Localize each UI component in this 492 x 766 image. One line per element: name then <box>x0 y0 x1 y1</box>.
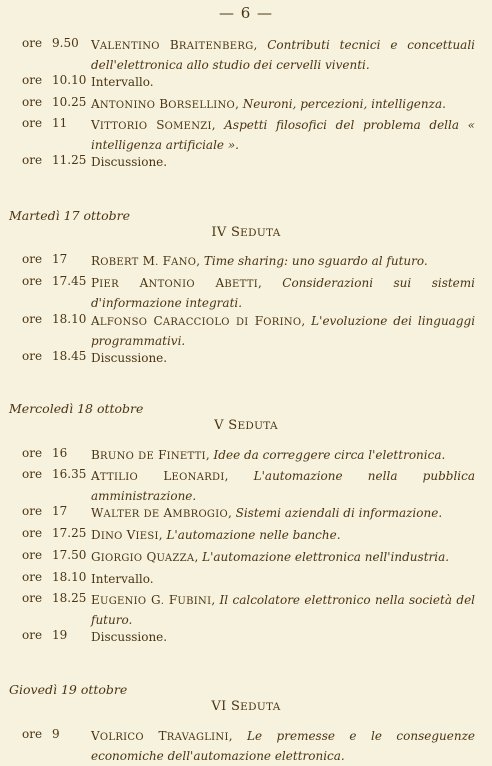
time-value: 10.25 <box>52 95 87 109</box>
talk-title: Neuroni, percezioni, intelligenza. <box>242 97 446 111</box>
speaker-name: BRUNO DE FINETTI <box>91 448 206 462</box>
speaker-name: ANTONINO BORSELLINO <box>91 97 236 111</box>
time-value: 17.45 <box>52 274 87 288</box>
time-value: 17 <box>52 504 68 518</box>
talk-title: L'automazione elettronica nell'industria. <box>202 550 450 564</box>
talk-title: Sistemi aziendali di informazione. <box>235 506 443 520</box>
speaker-name: PIER ANTONIO ABETTI <box>91 276 259 290</box>
time-value: 9.50 <box>52 36 79 50</box>
entry-text: Discussione. <box>91 630 168 644</box>
day-heading: Mercoledì 18 ottobre <box>9 401 144 416</box>
page-number: — 6 — <box>218 4 274 22</box>
session-heading: V SEDUTA <box>214 418 278 433</box>
ore-label: ore <box>22 312 43 326</box>
time-value: 18.10 <box>52 570 87 584</box>
entry-text: ATTILIO LEONARDI, L'automazione nella pubblica amministrazione. <box>91 469 476 503</box>
time-value: 10.10 <box>52 73 87 87</box>
time-value: 16.35 <box>52 467 87 481</box>
entry-text: VOLRICO TRAVAGLINI, Le premesse e le conseguenze economiche dell'automazione elettronica. <box>91 729 475 763</box>
talk-title: L'automazione nelle banche. <box>166 528 341 542</box>
entry-text: Discussione. <box>91 351 168 365</box>
speaker-name: ATTILIO LEONARDI <box>91 469 225 483</box>
ore-label: ore <box>22 349 43 363</box>
speaker-name: GIORGIO QUAZZA <box>91 550 195 564</box>
ore-label: ore <box>22 252 43 266</box>
speaker-name: EUGENIO G. FUBINI <box>91 593 212 607</box>
session-heading: VI SEDUTA <box>211 699 281 714</box>
day-heading: Martedì 17 ottobre <box>9 208 130 223</box>
ore-label: ore <box>22 591 43 605</box>
entry-text: GIORGIO QUAZZA, L'automazione elettronica nell'industria. <box>91 550 450 564</box>
ore-label: ore <box>22 153 43 167</box>
entry-text: VALENTINO BRAITENBERG, Contributi tecnici e concettuali dell'elettronica allo studio dei cervelli viventi. <box>91 38 475 72</box>
speaker-name: VALENTINO BRAITENBERG <box>91 38 254 52</box>
talk-title: Il calcolatore elettronico nella società del futuro. <box>91 593 476 627</box>
talk-title: L'automazione nella pubblica amministrazione. <box>91 469 476 503</box>
entry-text: EUGENIO G. FUBINI, Il calcolatore elettronico nella società del futuro. <box>91 593 476 627</box>
time-value: 19 <box>52 628 68 642</box>
ore-label: ore <box>22 570 43 584</box>
talk-title: Considerazioni sui sistemi d'informazione integrati. <box>91 276 476 310</box>
ore-label: ore <box>22 526 43 540</box>
ore-label: ore <box>22 467 43 481</box>
entry-text: Intervallo. <box>91 572 154 586</box>
ore-label: ore <box>22 548 43 562</box>
speaker-name: WALTER DE AMBROGIO <box>91 506 228 520</box>
time-value: 17.25 <box>52 526 87 540</box>
speaker-name: ALFONSO CARACCIOLO DI FORINO <box>91 314 302 328</box>
time-value: 11.25 <box>52 153 87 167</box>
speaker-name: ROBERT M. FANO <box>91 254 197 268</box>
time-value: 18.25 <box>52 591 87 605</box>
entry-text: Intervallo. <box>91 75 154 89</box>
session-heading: IV SEDUTA <box>211 225 281 240</box>
entry-text: ROBERT M. FANO, Time sharing: uno sguardo al futuro. <box>91 254 428 268</box>
entry-text: ALFONSO CARACCIOLO DI FORINO, L'evoluzione dei linguaggi programmativi. <box>91 314 476 348</box>
ore-label: ore <box>22 95 43 109</box>
talk-title: Le premesse e le conseguenze economiche dell'automazione elettronica. <box>91 729 475 763</box>
ore-label: ore <box>22 446 43 460</box>
talk-title: Aspetti filosofici del problema della « intelligenza artificiale ». <box>91 118 475 152</box>
ore-label: ore <box>22 504 43 518</box>
time-value: 17.50 <box>52 548 87 562</box>
talk-title: L'evoluzione dei linguaggi programmativi. <box>91 314 476 348</box>
entry-text: VITTORIO SOMENZI, Aspetti filosofici del problema della « intelligenza artificiale ». <box>91 118 475 152</box>
talk-title: Idee da correggere circa l'elettronica. <box>213 448 446 462</box>
ore-label: ore <box>22 116 43 130</box>
entry-text: WALTER DE AMBROGIO, Sistemi aziendali di informazione. <box>91 506 443 520</box>
talk-title: Time sharing: uno sguardo al futuro. <box>203 254 428 268</box>
entry-text: BRUNO DE FINETTI, Idee da correggere circa l'elettronica. <box>91 448 446 462</box>
speaker-name: DINO VIESI <box>91 528 159 542</box>
entry-text: PIER ANTONIO ABETTI, Considerazioni sui sistemi d'informazione integrati. <box>91 276 476 310</box>
entry-text: ANTONINO BORSELLINO, Neuroni, percezioni, intelligenza. <box>91 97 446 111</box>
ore-label: ore <box>22 727 43 741</box>
speaker-name: VOLRICO TRAVAGLINI <box>91 729 229 743</box>
time-value: 11 <box>52 116 68 130</box>
ore-label: ore <box>22 628 43 642</box>
entry-text: Discussione. <box>91 155 168 169</box>
entry-text: DINO VIESI, L'automazione nelle banche. <box>91 528 341 542</box>
time-value: 9 <box>52 727 60 741</box>
ore-label: ore <box>22 274 43 288</box>
time-value: 18.45 <box>52 349 87 363</box>
ore-label: ore <box>22 36 43 50</box>
talk-title: Contributi tecnici e concettuali dell'elettronica allo studio dei cervelli viventi. <box>91 38 475 72</box>
time-value: 18.10 <box>52 312 87 326</box>
time-value: 17 <box>52 252 68 266</box>
ore-label: ore <box>22 73 43 87</box>
speaker-name: VITTORIO SOMENZI <box>91 118 212 132</box>
time-value: 16 <box>52 446 68 460</box>
day-heading: Giovedì 19 ottobre <box>9 682 128 697</box>
